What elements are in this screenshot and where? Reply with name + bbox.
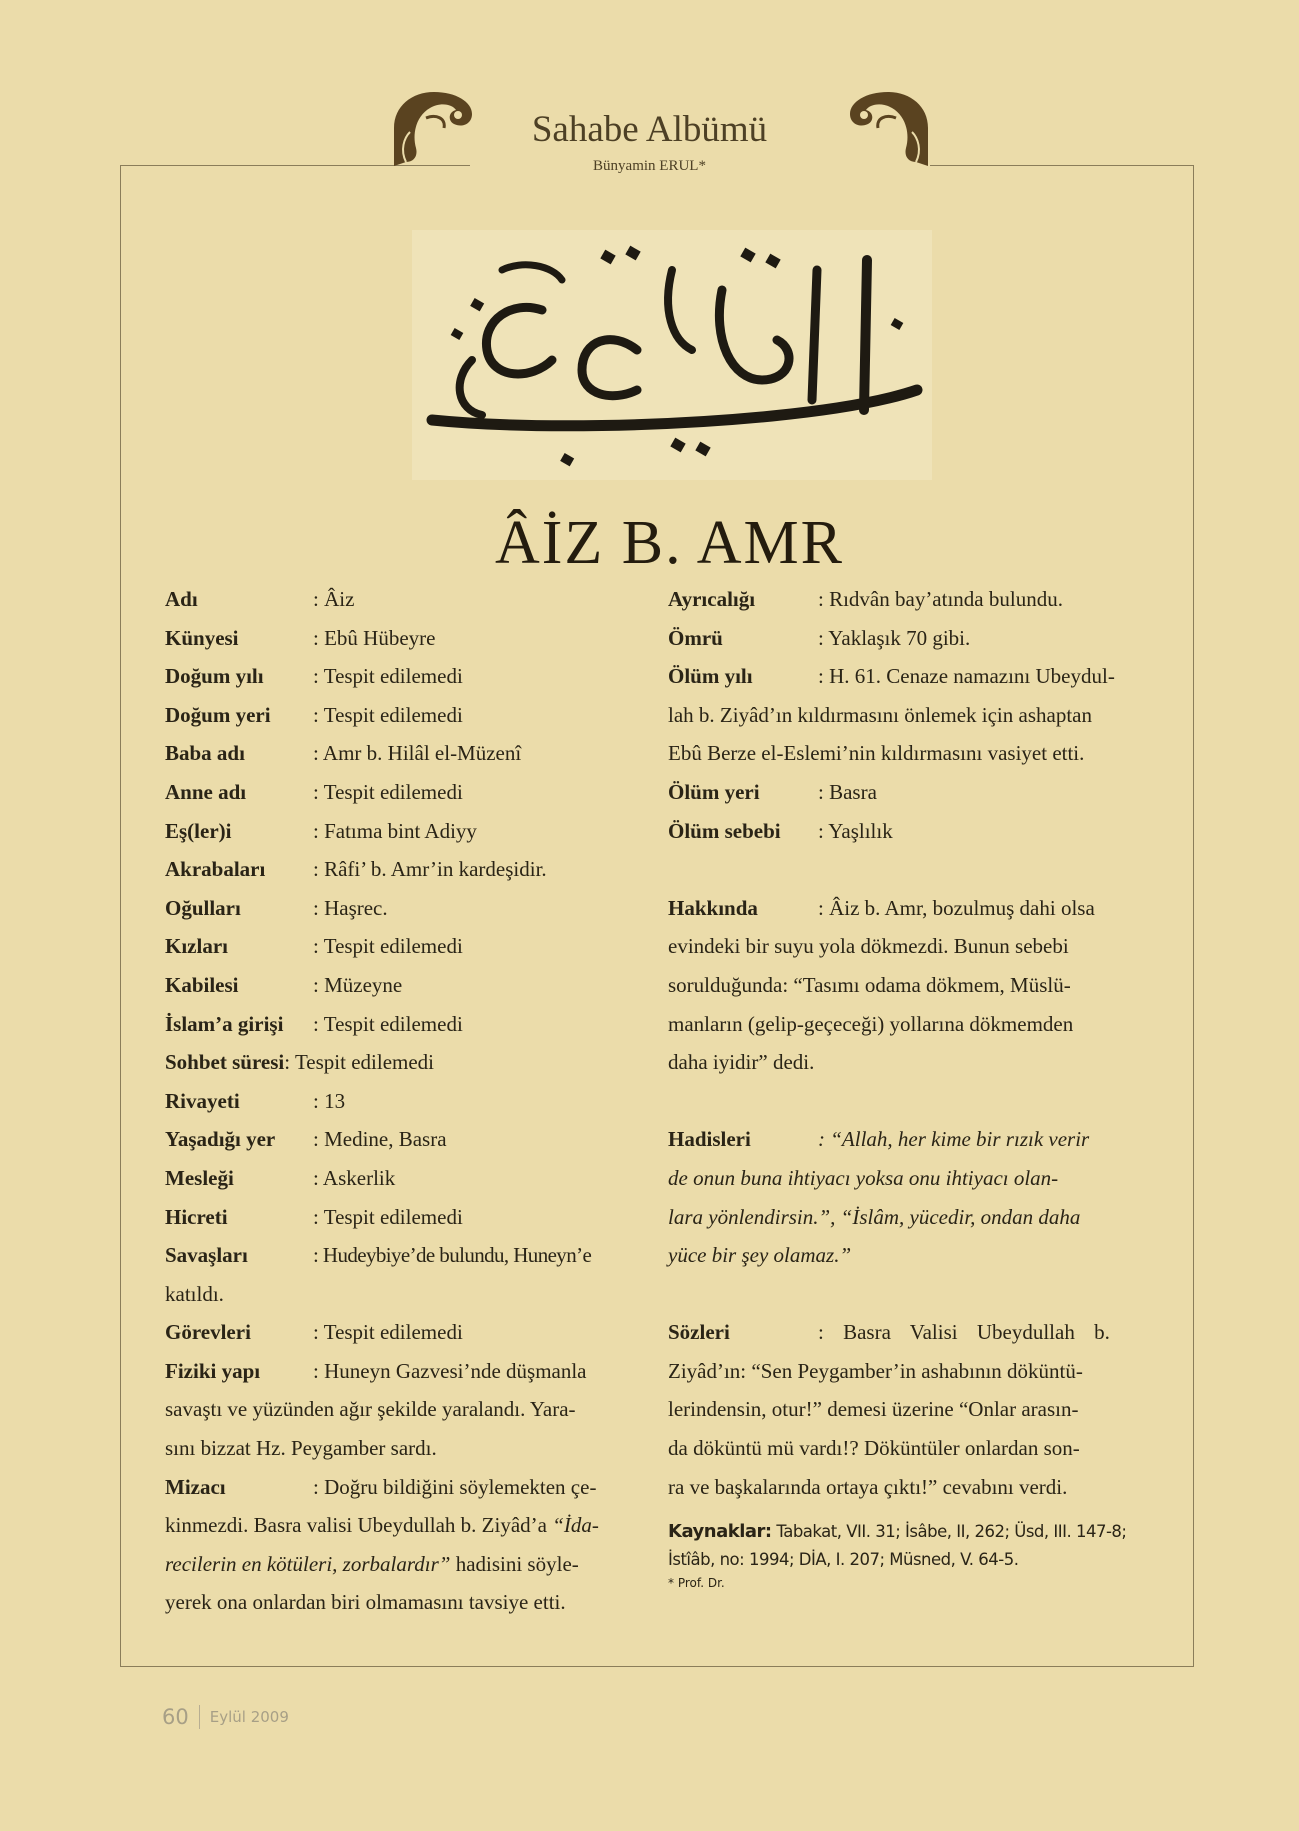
info-row xyxy=(668,657,1146,696)
info-continuation: lerindensin, otur!” demesi üzerine “Onlar arasın- xyxy=(668,1397,1079,1422)
info-label: Oğulları xyxy=(165,895,241,920)
info-row xyxy=(165,657,643,696)
info-value: : Rıdvân bay’atında bulundu. xyxy=(818,587,1063,611)
info-label: Mizacı xyxy=(165,1474,226,1499)
info-continuation: lara yönlendirsin.”, “İslâm, yücedir, ondan daha xyxy=(668,1204,1081,1229)
info-row xyxy=(165,734,643,773)
info-value: : Haşrec. xyxy=(313,895,388,920)
info-row xyxy=(165,1198,643,1237)
info-continuation: yerek ona onlardan biri olmamasını tavsiye etti. xyxy=(165,1590,566,1615)
info-value: : Yaşlılık xyxy=(818,818,893,843)
section-title: Sahabe Albümü xyxy=(531,109,768,150)
info-label: Sohbet süresi xyxy=(165,1050,285,1075)
info-row xyxy=(165,1236,643,1275)
info-label: Görevleri xyxy=(165,1320,251,1345)
info-row xyxy=(668,1313,1146,1352)
info-row xyxy=(668,773,1146,812)
info-value: : 13 xyxy=(313,1088,346,1113)
info-label: Kabilesi xyxy=(165,972,239,997)
text-segment: hadisini söyle- xyxy=(450,1551,579,1576)
info-label: Ayrıcalığı xyxy=(668,587,756,611)
text-segment: kinmezdi. Basra valisi Ubeydullah b. Ziyâd’a xyxy=(165,1513,553,1538)
info-row xyxy=(668,580,1146,619)
info-value: : Tespit edilemedi xyxy=(313,664,463,689)
issue-date: Eylül 2009 xyxy=(209,1708,289,1726)
info-row xyxy=(165,580,643,619)
info-label: Savaşları xyxy=(165,1243,248,1268)
info-label: Baba adı xyxy=(165,741,245,766)
info-value: : Basra xyxy=(818,779,877,804)
info-label: Yaşadığı yer xyxy=(165,1127,276,1152)
arabic-calligraphy xyxy=(412,230,932,480)
info-value: : Ebû Hübeyre xyxy=(313,625,436,650)
page-number: 60 xyxy=(162,1705,189,1729)
info-value: : Hudeybiye’de bulundu, Huneyn’e xyxy=(313,1243,592,1268)
info-label: Eş(ler)i xyxy=(165,818,232,843)
info-continuation: Ebû Berze el-Eslemi’nin kıldırmasını vasiyet etti. xyxy=(668,741,1085,766)
info-continuation: da döküntü mü vardı!? Döküntüler onlardan son- xyxy=(668,1436,1080,1461)
info-value: : Tespit edilemedi xyxy=(313,779,463,804)
footnote: * Prof. Dr. xyxy=(668,1576,725,1591)
spacer xyxy=(668,850,1146,889)
sources-label: Kaynaklar: xyxy=(668,1521,772,1543)
info-label: Hadisleri xyxy=(668,1127,751,1152)
info-label: Doğum yeri xyxy=(165,702,271,727)
info-row xyxy=(165,812,643,851)
info-row xyxy=(165,773,643,812)
info-label: Hakkında xyxy=(668,895,758,920)
info-continuation: ra ve başkalarında ortaya çıktı!” cevabını verdi. xyxy=(668,1474,1068,1499)
info-continuation: daha iyidir” dedi. xyxy=(668,1050,815,1075)
info-value: : Tespit edilemedi xyxy=(313,1011,463,1036)
sources-text: Tabakat, VII. 31; İsâbe, II, 262; Üsd, III. 147-8; xyxy=(771,1522,1127,1542)
info-label: Kızları xyxy=(165,934,228,959)
page-footer xyxy=(162,1705,289,1729)
info-row xyxy=(165,927,643,966)
info-row xyxy=(165,1468,643,1507)
info-row xyxy=(165,966,643,1005)
spacer xyxy=(668,1275,1146,1314)
info-value: : Müzeyne xyxy=(313,972,403,997)
info-value: : Tespit edilemedi xyxy=(284,1050,435,1075)
info-continuation: savaştı ve yüzünden ağır şekilde yaralandı. Yara- xyxy=(165,1397,576,1422)
info-row xyxy=(668,1120,1146,1159)
info-value: : Tespit edilemedi xyxy=(313,1320,463,1345)
info-value: : Huneyn Gazvesi’nde düşmanla xyxy=(313,1358,587,1383)
spacer xyxy=(668,1082,1146,1121)
info-value: : Doğru bildiğini söylemekten çe- xyxy=(313,1474,597,1499)
info-row xyxy=(165,1082,643,1121)
info-row xyxy=(165,1159,643,1198)
info-continuation: sını bizzat Hz. Peygamber sardı. xyxy=(165,1436,437,1461)
info-row xyxy=(668,619,1146,658)
info-value: : Fatıma bint Adiyy xyxy=(313,818,477,843)
info-continuation: Ziyâd’ın: “Sen Peygamber’in ashabının döküntü- xyxy=(668,1358,1083,1383)
info-continuation: de onun buna ihtiyacı yoksa onu ihtiyacı olan- xyxy=(668,1165,1059,1190)
info-label: Doğum yılı xyxy=(165,664,264,689)
sources-line xyxy=(668,1518,1146,1546)
info-value: : “Allah, her kime bir rızık verir xyxy=(818,1127,1090,1152)
right-column xyxy=(668,580,1146,1592)
info-label: İslam’a girişi xyxy=(165,1011,284,1036)
info-continuation: lah b. Ziyâd’ın kıldırmasını önlemek için ashaptan xyxy=(668,702,1092,727)
info-label: Ölüm yeri xyxy=(668,779,760,804)
info-value: : Âiz xyxy=(313,587,355,611)
info-value: : Râfi’ b. Amr’in kardeşidir. xyxy=(313,857,547,882)
info-row xyxy=(165,850,643,889)
info-value: : Basra Valisi Ubeydullah b. xyxy=(818,1320,1110,1345)
info-row xyxy=(165,889,643,928)
info-value: : H. 61. Cenaze namazını Ubeydul- xyxy=(818,664,1115,689)
info-row xyxy=(165,1043,643,1082)
info-value: : Tespit edilemedi xyxy=(313,1204,463,1229)
info-continuation: evindeki bir suyu yola dökmezdi. Bunun sebebi xyxy=(668,934,1069,959)
companion-name-title: ÂİZ B. AMR xyxy=(495,509,844,577)
info-label: Adı xyxy=(165,587,198,611)
info-continuation: katıldı. xyxy=(165,1281,224,1306)
footer-divider xyxy=(199,1705,200,1729)
info-row xyxy=(165,1120,643,1159)
info-label: Akrabaları xyxy=(165,857,266,882)
info-row xyxy=(165,1005,643,1044)
info-label: Rivayeti xyxy=(165,1088,240,1113)
info-row xyxy=(165,696,643,735)
info-label: Fiziki yapı xyxy=(165,1358,261,1383)
info-continuation xyxy=(165,1506,643,1545)
info-value: : Medine, Basra xyxy=(313,1127,447,1152)
info-label: Hicreti xyxy=(165,1204,228,1229)
info-value: : Tespit edilemedi xyxy=(313,934,463,959)
info-value: : Tespit edilemedi xyxy=(313,702,463,727)
info-value: : Yaklaşık 70 gibi. xyxy=(818,625,971,650)
info-label: Ömrü xyxy=(668,625,723,650)
info-row xyxy=(165,1313,643,1352)
info-label: Ölüm sebebi xyxy=(668,818,781,843)
sources-line: İstîâb, no: 1994; DİA, I. 207; Müsned, V. 64-5. xyxy=(668,1550,1019,1570)
info-value: : Askerlik xyxy=(313,1165,396,1190)
info-continuation: yüce bir şey olamaz.” xyxy=(668,1243,852,1268)
left-column xyxy=(165,580,643,1622)
info-label: Sözleri xyxy=(668,1320,730,1345)
info-label: Ölüm yılı xyxy=(668,664,753,689)
info-label: Künyesi xyxy=(165,625,239,650)
author-name: Bünyamin ERUL* xyxy=(593,158,706,174)
info-continuation: manların (gelip-geçeceği) yollarına dökmemden xyxy=(668,1011,1074,1036)
info-row xyxy=(668,889,1146,928)
info-value: : Amr b. Hilâl el-Müzenî xyxy=(313,741,522,766)
info-row xyxy=(165,619,643,658)
quote-segment: recilerin en kötüleri, zorbalardır” xyxy=(165,1551,451,1576)
info-continuation: sorulduğunda: “Tasımı odama dökmem, Müslü- xyxy=(668,972,1071,997)
info-continuation xyxy=(165,1545,643,1584)
quote-segment: “İda- xyxy=(552,1513,599,1538)
info-row xyxy=(165,1352,643,1391)
sources-block xyxy=(668,1518,1146,1574)
info-value: : Âiz b. Amr, bozulmuş dahi olsa xyxy=(818,895,1095,920)
info-label: Anne adı xyxy=(165,779,247,804)
info-label: Mesleği xyxy=(165,1165,234,1190)
info-row xyxy=(668,812,1146,851)
